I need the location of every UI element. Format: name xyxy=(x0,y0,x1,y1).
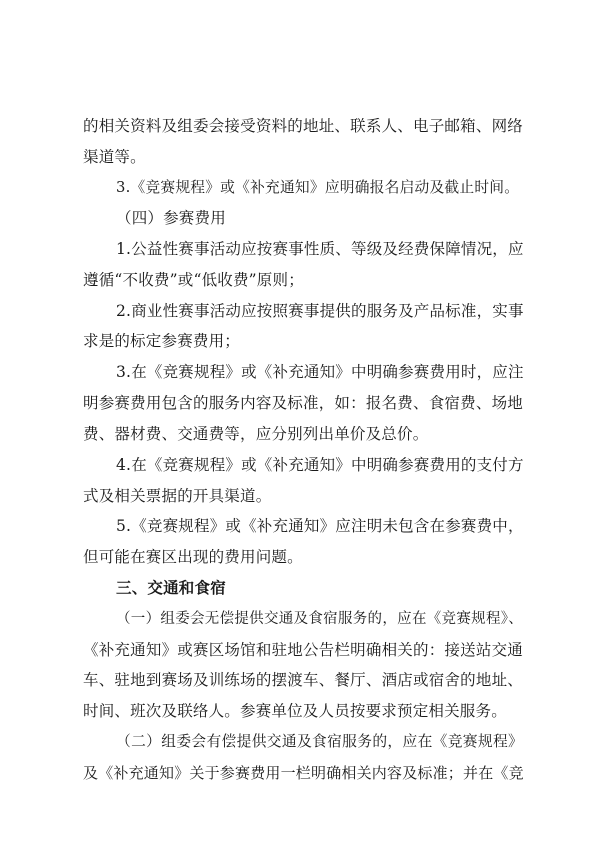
paragraph-line: 2.商业性赛事活动应按照赛事提供的服务及产品标准，实事 xyxy=(116,302,524,320)
paragraph-line: 及《补充通知》关于参赛费用一栏明确相关内容及标准；并在《竞 xyxy=(83,764,524,782)
paragraph-line: 3.《竞赛规程》或《补充通知》应明确报名启动及截止时间。 xyxy=(116,179,520,196)
paragraph-line: 式及相关票据的开具渠道。 xyxy=(83,487,272,505)
section-subheading: （四）参赛费用 xyxy=(116,209,226,227)
paragraph-line: 明参赛费用包含的服务内容及标准，如：报名费、食宿费、场地 xyxy=(83,394,523,412)
paragraph-line: （二）组委会有偿提供交通及食宿服务的，应在《竞赛规程》 xyxy=(116,733,523,750)
paragraph-line: 车、驻地到赛场及训练场的摆渡车、餐厅、酒店或宿舍的地址、 xyxy=(83,671,523,689)
section-heading: 三、交通和食宿 xyxy=(116,579,226,597)
paragraph-line: 渠道等。 xyxy=(83,148,146,166)
paragraph-line: 的相关资料及组委会接受资料的地址、联系人、电子邮箱、网络 xyxy=(83,117,523,135)
paragraph-line: 时间、班次及联络人。参赛单位及人员按要求预定相关服务。 xyxy=(83,702,507,720)
paragraph-line: 求是的标定参赛费用； xyxy=(83,332,241,350)
paragraph-line: 3.在《竞赛规程》或《补充通知》中明确参赛费用时，应注 xyxy=(116,363,524,381)
paragraph-line: 5.《竞赛规程》或《补充通知》应注明未包含在参赛费中， xyxy=(116,517,524,535)
paragraph-line: 1.公益性赛事活动应按赛事性质、等级及经费保障情况，应 xyxy=(116,240,524,258)
paragraph-line: （一）组委会无偿提供交通及食宿服务的，应在《竞赛规程》、 xyxy=(116,611,523,627)
paragraph-line: 《补充通知》或赛区场馆和驻地公告栏明确相关的：接送站交通 xyxy=(83,641,523,659)
paragraph-line: 费、器材费、交通费等，应分别列出单价及总价。 xyxy=(83,425,429,443)
paragraph-line: 遵循“不收费”或“低收费”原则； xyxy=(83,271,304,289)
paragraph-line: 4.在《竞赛规程》或《补充通知》中明确参赛费用的支付方 xyxy=(116,456,524,474)
paragraph-line: 但可能在赛区出现的费用问题。 xyxy=(83,548,303,566)
